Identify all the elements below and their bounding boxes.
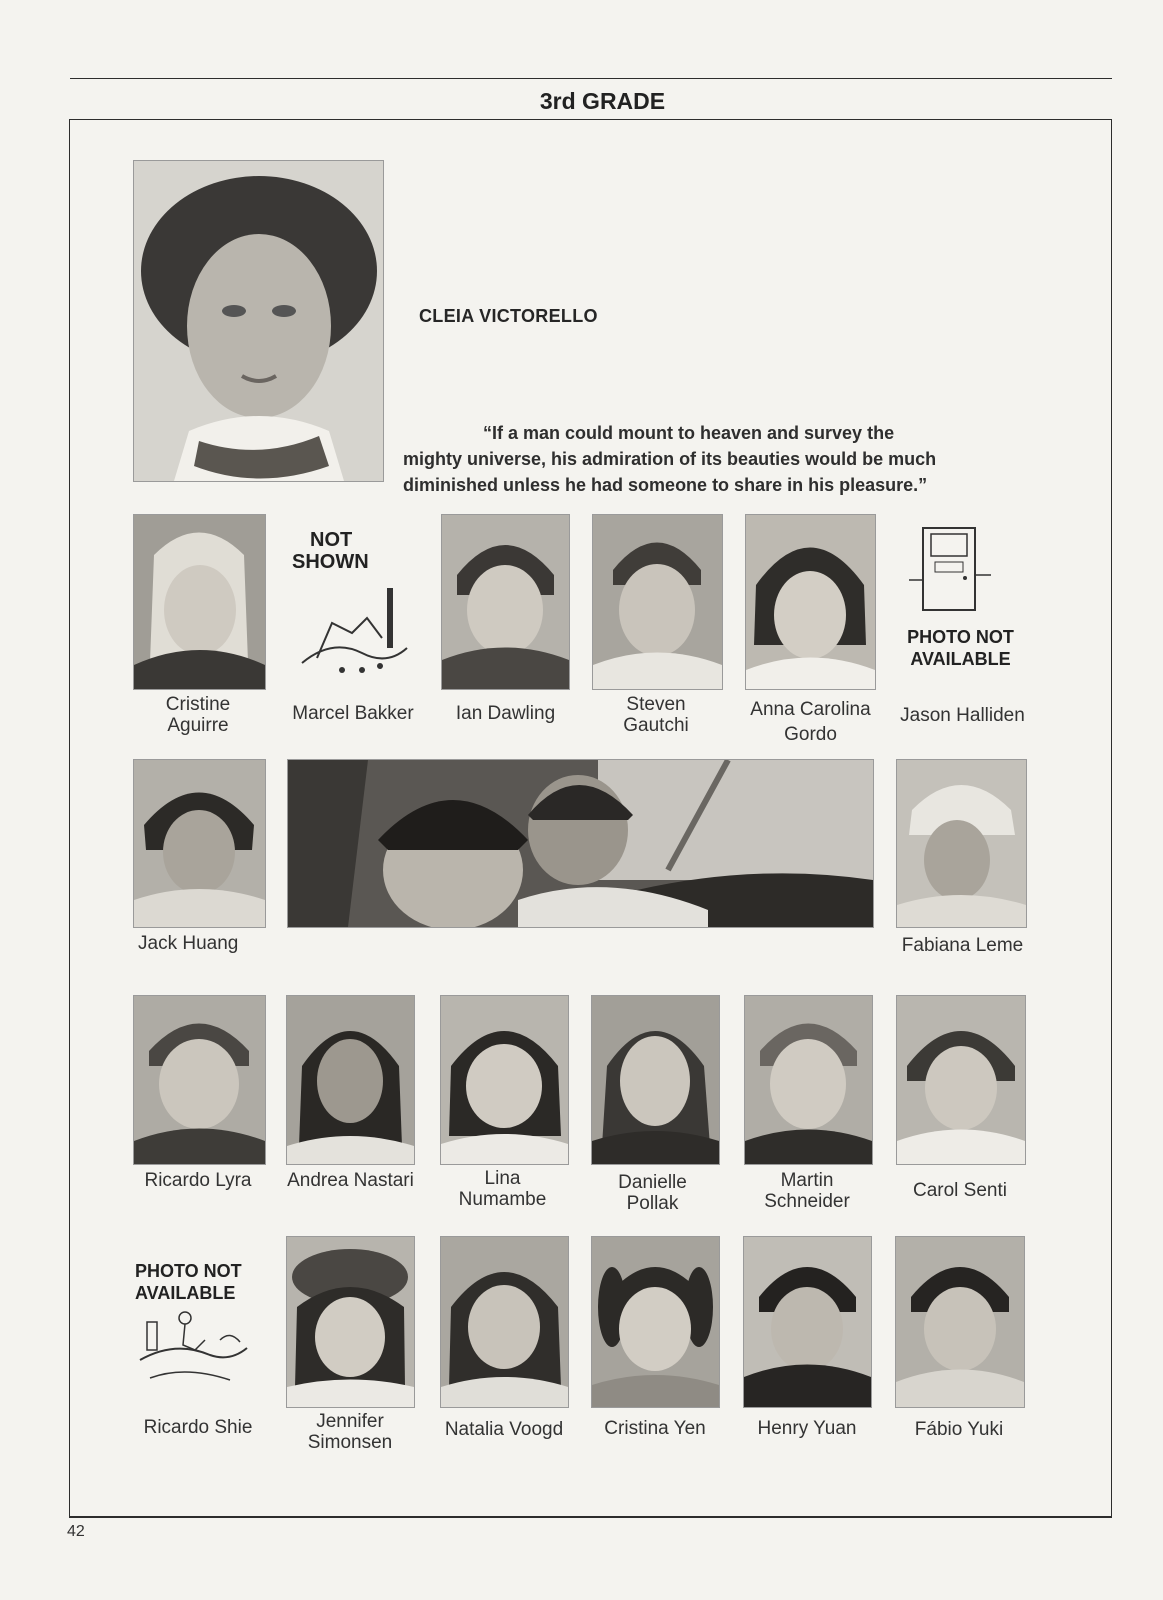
- student-name: [890, 935, 1035, 956]
- student-name: [890, 1180, 1030, 1201]
- student-photo: [286, 1236, 415, 1408]
- student-name-line: Danielle: [618, 1172, 687, 1193]
- photo-not-available-notice: [903, 626, 1018, 670]
- student-name: [733, 697, 888, 747]
- student-photo: [743, 1236, 872, 1408]
- student-photo: [441, 514, 570, 690]
- student-name: [889, 1419, 1029, 1440]
- student-name: [737, 1170, 877, 1212]
- student-photo: [440, 995, 569, 1165]
- student-name-line: Ricardo Shie: [143, 1417, 253, 1438]
- student-photo: [591, 1236, 720, 1408]
- student-photo: [896, 759, 1027, 928]
- photo-not-available-notice: [135, 1260, 242, 1304]
- student-name-line: Jack Huang: [138, 933, 239, 954]
- not-shown-illustration: [292, 578, 417, 678]
- student-name-line: Andrea Nastari: [287, 1170, 414, 1191]
- student-name: [138, 933, 258, 954]
- student-name-line: Fabiana Leme: [901, 935, 1024, 956]
- student-name-line: Fábio Yuki: [914, 1419, 1004, 1440]
- student-photo: [591, 995, 720, 1165]
- student-name: [438, 703, 573, 724]
- farmer-illustration: [135, 1300, 253, 1388]
- student-name: [273, 1170, 428, 1191]
- notice-line: AVAILABLE: [135, 1283, 236, 1303]
- student-name: [590, 694, 722, 736]
- quote-line: “If a man could mount to heaven and survey the: [483, 423, 895, 443]
- student-photo: [744, 995, 873, 1165]
- student-name: [278, 703, 428, 724]
- student-name-line: Numambe: [458, 1189, 547, 1210]
- notice-line: SHOWN: [292, 551, 369, 573]
- candid-car-photo: [287, 759, 874, 928]
- student-name-line: Gautchi: [623, 715, 689, 736]
- student-name-line: Anna Carolina: [750, 699, 871, 720]
- student-name-line: Steven: [626, 694, 686, 715]
- page-title: 3rd GRADE: [539, 88, 666, 114]
- student-name-line: Martin: [780, 1170, 834, 1191]
- student-name-line: Carol Senti: [913, 1180, 1007, 1201]
- notice-line: PHOTO NOT: [907, 627, 1014, 647]
- student-photo: [440, 1236, 569, 1408]
- student-name-line: Jennifer: [316, 1411, 384, 1432]
- student-name-line: Aguirre: [167, 715, 229, 736]
- student-name-line: Natalia Voogd: [444, 1419, 564, 1440]
- teacher-quote: [403, 420, 1043, 498]
- student-photo: [133, 759, 266, 928]
- student-name: [585, 1172, 720, 1214]
- student-photo: [133, 995, 266, 1165]
- student-name: [280, 1411, 420, 1453]
- student-name-line: Henry Yuan: [757, 1418, 857, 1439]
- student-photo: [286, 995, 415, 1165]
- teacher-name: CLEIA VICTORELLO: [419, 306, 598, 326]
- student-name: [737, 1418, 877, 1439]
- page-number: 42: [67, 1523, 85, 1540]
- student-name-line: Cristina Yen: [604, 1418, 706, 1439]
- teacher-portrait: [133, 160, 384, 482]
- student-name-line: Schneider: [764, 1191, 850, 1212]
- student-photo: [895, 1236, 1025, 1408]
- student-name: [885, 705, 1040, 726]
- not-shown-notice: [292, 529, 369, 573]
- student-photo: [592, 514, 723, 690]
- student-name-line: Cristine: [165, 694, 231, 715]
- student-name: [585, 1418, 725, 1439]
- student-name-line: Gordo: [784, 724, 837, 745]
- student-name-line: Jason Halliden: [900, 705, 1025, 726]
- student-name-line: Ian Dawling: [455, 703, 556, 724]
- student-name: [128, 1417, 268, 1438]
- student-name: [128, 694, 268, 736]
- student-name-line: Ricardo Lyra: [144, 1170, 252, 1191]
- student-photo: [745, 514, 876, 690]
- quote-line: mighty universe, his admiration of its beauties would be much: [403, 449, 937, 469]
- student-name-line: Pollak: [626, 1193, 679, 1214]
- student-name: [435, 1168, 570, 1210]
- student-name-line: Marcel Bakker: [292, 703, 414, 724]
- student-name-line: Lina: [484, 1168, 521, 1189]
- exams-door-illustration: [905, 520, 995, 615]
- student-name: [128, 1170, 268, 1191]
- student-name-line: Simonsen: [307, 1432, 393, 1453]
- notice-line: AVAILABLE: [910, 649, 1011, 669]
- quote-line: diminished unless he had someone to share in his pleasure.”: [403, 475, 928, 495]
- student-photo: [133, 514, 266, 690]
- notice-line: NOT: [310, 529, 353, 551]
- notice-line: PHOTO NOT: [135, 1261, 242, 1281]
- student-photo: [896, 995, 1026, 1165]
- top-rule: [70, 78, 1112, 79]
- student-name: [428, 1419, 580, 1440]
